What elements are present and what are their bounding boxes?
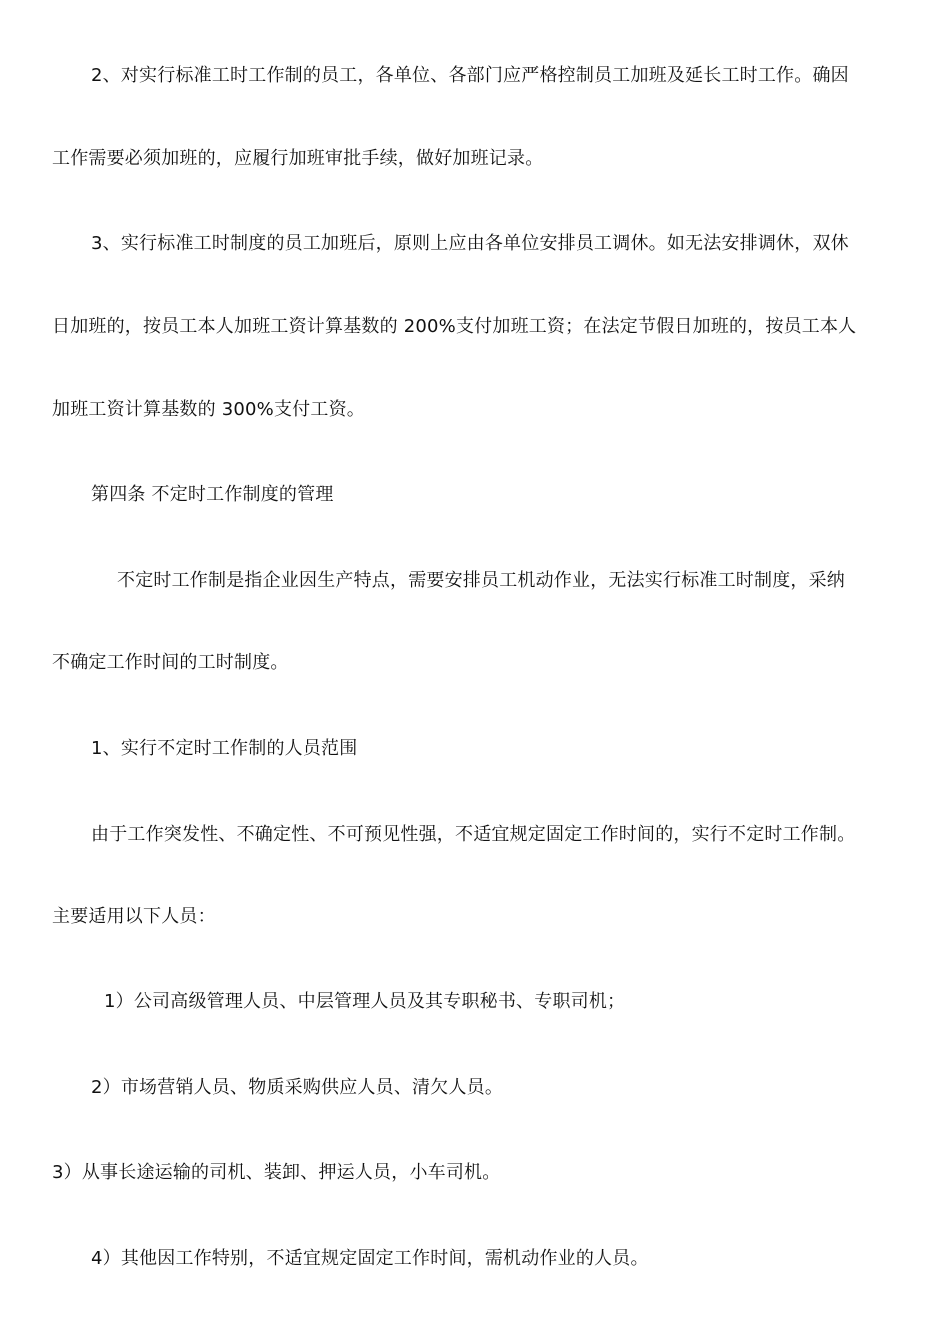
paragraph-line: 3、实行标准工时制度的员工加班后，原则上应由各单位安排员工调休。如无法安排调休，双休: [91, 233, 849, 254]
paragraph-line: 主要适用以下人员：: [52, 906, 216, 927]
paragraph-line: 加班工资计算基数的 300%支付工资。: [52, 399, 365, 420]
section-heading: 第四条 不定时工作制度的管理: [91, 484, 334, 505]
list-item: 2）市场营销人员、物质采购供应人员、清欠人员。: [91, 1077, 504, 1098]
list-item: 3）从事长途运输的司机、装卸、押运人员，小车司机。: [52, 1162, 501, 1183]
list-item: 1）公司高级管理人员、中层管理人员及其专职秘书、专职司机；: [104, 991, 626, 1012]
paragraph-line: 工作需要必须加班的，应履行加班审批手续，做好加班记录。: [52, 148, 544, 169]
paragraph-line: 日加班的，按员工本人加班工资计算基数的 200%支付加班工资；在法定节假日加班的，按员工本人: [52, 316, 857, 337]
paragraph-line: 由于工作突发性、不确定性、不可预见性强，不适宜规定固定工作时间的，实行不定时工作制。: [91, 824, 856, 845]
subheading: 1、实行不定时工作制的人员范围: [91, 738, 358, 759]
paragraph-line: 不确定工作时间的工时制度。: [52, 652, 289, 673]
paragraph-line: 不定时工作制是指企业因生产特点，需要安排员工机动作业，无法实行标准工时制度，采纳: [117, 570, 845, 591]
list-item: 4）其他因工作特别，不适宜规定固定工作时间，需机动作业的人员。: [91, 1248, 649, 1269]
paragraph-line: 2、对实行标准工时工作制的员工，各单位、各部门应严格控制员工加班及延长工时工作。确因: [91, 65, 849, 86]
